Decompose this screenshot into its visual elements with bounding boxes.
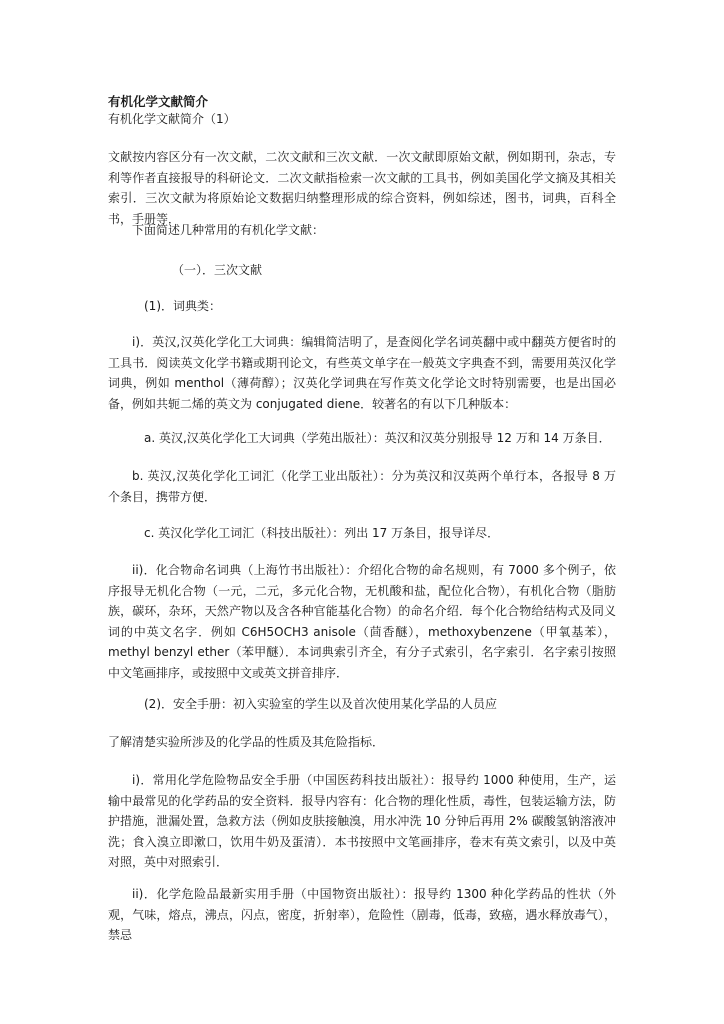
subsection-heading-safety: (2)．安全手册：初入实验室的学生以及首次使用某化学品的人员应	[144, 697, 498, 711]
paragraph-dictionary-ii: ii)．化合物命名词典（上海竹书出版社）：介绍化合物的命名规则，有 7000 多个例子，依序报导无机化合物（一元，二元，多元化合物，无机酸和盐，配位化合物），有机化合物（脂肪族，碳环，杂环，天然产物以及含各种官能基化合物）的命名介绍．每个化合物给结构式及同义词的中英文名字．例如 C6H5OCH3 anisole（茴香醚），methoxybenzene（甲氧基苯），methyl benzyl ether（苯甲醚）．本词典索引齐全，有分子式索引，名字索引．名字索引按照中文笔画排序，或按照中文或英文拼音排序．	[108, 563, 616, 680]
paragraph-safety-i: i)．常用化学危险物品安全手册（中国医药科技出版社）：报导约 1000 种使用，生产，运输中最常见的化学药品的安全资料．报导内容有：化合物的理化性质，毒性，包装运输方法，防护措施，泄漏处置，急救方法（例如皮肤接触溴，用水冲洗 10 分钟后再用 2% 碳酸氢钠溶液冲洗；食入溴立即漱口，饮用牛奶及蛋清）．本书按照中文笔画排序，卷末有英文索引，以及中英对照，英中对照索引．	[108, 773, 616, 869]
list-item-c: c. 英汉化学化工词汇（科技出版社）：列出 17 万条目，报导详尽．	[144, 526, 500, 540]
paragraph-overview: 下面简述几种常用的有机化学文献：	[132, 223, 325, 237]
section-heading-tertiary: （一）．三次文献	[172, 263, 263, 277]
subsection-heading-dictionaries: (1)．词典类：	[144, 299, 221, 313]
paragraph-safety-ii: ii)．化学危险品最新实用手册（中国物资出版社）：报导约 1300 种化学药品的性状（外观，气味，熔点，沸点，闪点，密度，折射率），危险性（剧毒，低毒，致癌，遇水释放毒气），禁忌	[108, 887, 616, 942]
list-item-a: a. 英汉,汉英化学化工大词典（学苑出版社）：英汉和汉英分别报导 12 万和 14 万条目．	[144, 431, 611, 445]
document-title: 有机化学文献简介	[108, 94, 209, 109]
list-item-b: b. 英汉,汉英化学化工词汇（化学工业出版社）：分为英汉和汉英两个单行本，各报导 8 万个条目，携带方便．	[108, 469, 616, 504]
document-subtitle: 有机化学文献简介（1）	[108, 112, 236, 126]
paragraph-dictionary-i: i)．英汉,汉英化学化工大词典：编辑简洁明了，是查阅化学名词英翻中或中翻英方便省时的工具书．阅读英文化学书籍或期刊论文，有些英文单字在一般英文字典查不到，需要用英汉化学词典，例如 menthol（薄荷醇）；汉英化学词典在写作英文化学论文时特别需要，也是出国必备，例如共轭二烯的英文为 conjugated diene．较著名的有以下几种版本：	[108, 335, 616, 411]
paragraph-safety-note: 了解清楚实验所涉及的化学品的性质及其危险指标．	[108, 735, 385, 749]
paragraph-intro: 文献按内容区分有一次文献，二次文献和三次文献．一次文献即原始文献，例如期刊，杂志，专利等作者直接报导的科研论文．二次文献指检索一次文献的工具书，例如美国化学文摘及其相关索引．三次文献为将原始论文数据归纳整理形成的综合资料，例如综述，图书，词典，百科全书，手册等．	[108, 150, 616, 226]
